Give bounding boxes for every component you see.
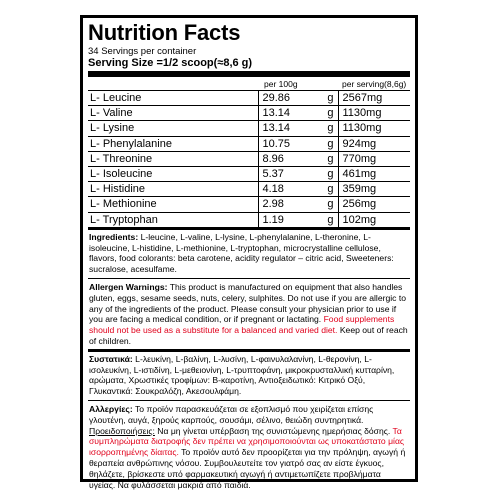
per-100g-value: 13.14 xyxy=(262,122,291,135)
per-serving-cell xyxy=(338,182,410,197)
nutrient-name: L- Threonine xyxy=(88,151,258,166)
per-serving-value: 770 xyxy=(342,152,361,165)
serving-size: Serving Size =1/2 scoop(≈8,6 g) xyxy=(88,57,253,69)
per-100g-value: 8.96 xyxy=(262,152,284,165)
per-serving-cell xyxy=(338,151,410,166)
divider xyxy=(88,278,410,279)
table-row xyxy=(88,197,410,212)
nutrient-name: L- Valine xyxy=(88,106,258,121)
per-100g-unit: g xyxy=(327,198,334,211)
nutrient-name: L- Isoleucine xyxy=(88,167,258,182)
servings-per-container: 34 Servings per container xyxy=(88,46,197,57)
allergen-red-warning: Food supplements should not be used as a substitute for a balanced and varied diet. xyxy=(89,314,395,336)
per-100g-value: 1.19 xyxy=(262,213,284,226)
nutrient-name: L- Leucine xyxy=(88,91,258,106)
per-serving-cell xyxy=(338,167,410,182)
table-row xyxy=(88,182,410,197)
per-serving-cell xyxy=(338,197,410,212)
per-100g-value: 13.14 xyxy=(262,107,291,120)
per-100g-cell xyxy=(258,106,338,121)
per-100g-unit: g xyxy=(327,183,334,196)
allergen-text: This product is manufactured on equipment that also handles gluten, eggs, sesame seeds, nuts, celery, sulphites. Do not use if you are allergic to any of the ingredients of the product. Please consult your physician prior to use if you are facing a medical condition, or if pregnant or lactating. xyxy=(89,282,407,325)
nutrition-facts-panel xyxy=(80,15,418,490)
per-100g-unit: g xyxy=(327,168,334,181)
per-serving-value: 1130 xyxy=(342,122,367,135)
per-serving-cell xyxy=(338,91,410,106)
header-per-100g: per 100g xyxy=(258,77,338,91)
per-serving-value: 924 xyxy=(342,137,361,150)
per-100g-unit: g xyxy=(327,213,334,226)
per-100g-cell xyxy=(258,136,338,151)
gr-ingredients-block xyxy=(88,352,410,399)
per-serving-value: 2567 xyxy=(342,92,367,104)
per-serving-unit: mg xyxy=(366,122,382,135)
panel-title: Nutrition Facts xyxy=(88,20,241,45)
per-100g-cell xyxy=(258,197,338,212)
per-serving-value: 1130 xyxy=(342,107,367,120)
per-serving-unit: mg xyxy=(366,92,383,104)
per-100g-unit: g xyxy=(327,122,334,135)
per-100g-unit: g xyxy=(327,137,334,150)
gr-allergen-text2: Να μη γίνεται υπέρβαση της συνιστώμενης ημερήσιας δόσης. xyxy=(154,425,393,436)
per-serving-unit: mg xyxy=(360,183,377,196)
per-100g-cell xyxy=(258,167,338,182)
per-100g-cell xyxy=(258,121,338,136)
divider-2 xyxy=(88,400,410,401)
per-serving-cell xyxy=(338,136,410,151)
nutrient-name: L- Histidine xyxy=(88,182,258,197)
gr-allergen-tail: Το προϊόν αυτό δεν προορίζεται για την πρόληψη, αγωγή ή θεραπεία ανθρώπινης νόσου. Συμβουλευτείτε τον γιατρό σας αν είστε έγκυος, θηλάζετε, βρίσκεστε υπό φαρμακευτική αγωγή ή αντιμετωπίζετε προβλήματα υγείας. Να φυλάσσεται μακριά από παιδιά. xyxy=(89,447,406,490)
header-name xyxy=(88,77,258,91)
per-100g-unit: g xyxy=(327,152,334,165)
per-100g-value: 4.18 xyxy=(262,183,284,196)
per-serving-unit: mg xyxy=(360,168,377,181)
per-serving-value: 359 xyxy=(342,183,361,196)
table-row xyxy=(88,151,410,166)
amino-acid-table xyxy=(88,77,410,227)
per-100g-value: 2.98 xyxy=(262,198,284,211)
per-serving-value: 102 xyxy=(342,213,361,226)
allergen-block xyxy=(88,280,410,349)
per-serving-unit: mg xyxy=(360,137,377,150)
per-100g-cell xyxy=(258,182,338,197)
table-row xyxy=(88,136,410,151)
ingredients-text: L-leucine, L-valine, L-lysine, L-phenylalanine, L-theronine, L-isoleucine, L-histidine, L-methionine, L-tryptophan, microcrystalline cellulose, flavors, food colorants: beta carotene, acidity regulator – citric acid, Sweeteners: sucralose, acesulfame. xyxy=(89,231,394,275)
per-serving-cell xyxy=(338,121,410,136)
per-100g-cell xyxy=(258,151,338,166)
allergen-label: Allergen Warnings: xyxy=(89,282,168,293)
nutrient-name: L- Lysine xyxy=(88,121,258,136)
gr-allergen-label: Αλλεργίες: xyxy=(89,403,133,414)
nutrient-name: L- Methionine xyxy=(88,197,258,212)
gr-ingredients-label: Συστατικά: xyxy=(89,353,133,364)
per-100g-cell xyxy=(258,91,338,106)
gr-ingredients-text: L-λευκίνη, L-βαλίνη, L-λυσίνη, L-φαινυλαλανίνη, L-θερονίνη, L-ισολευκίνη, L-ιστιδίνη, L-μεθειονίνη, L-τρυπτοφάνη, μικροκρυσταλλική κυτταρίνη, αρώματα, Χρωστικές τροφίμων: Β-καροτίνη, Αντιοξειδωτικό: Κιτρικό Οξύ, Γλυκαντικά: Σουκραλόζη, Ακεσουλφάμη. xyxy=(89,353,395,397)
header-per-serving: per serving(8,6g) xyxy=(338,77,410,91)
table-header-row xyxy=(88,77,410,91)
table-row xyxy=(88,167,410,182)
per-100g-unit: g xyxy=(327,92,334,104)
per-serving-value: 461 xyxy=(342,168,361,181)
nutrient-name: L- Tryptophan xyxy=(90,213,158,226)
per-serving-unit: mg xyxy=(360,198,377,211)
per-serving-unit: mg xyxy=(360,213,377,226)
allergen-tail: Keep out of reach of children. xyxy=(89,325,408,346)
ingredients-label: Ingredients: xyxy=(89,231,139,242)
per-serving-unit: mg xyxy=(360,152,377,165)
per-serving-cell xyxy=(338,212,410,227)
table-row xyxy=(88,91,410,106)
gr-allergen-block xyxy=(88,402,410,492)
gr-warnings-label: Προειδοποιήσεις: xyxy=(89,425,155,436)
per-100g-value: 29.86 xyxy=(262,92,291,104)
per-100g-value: 10.75 xyxy=(262,137,291,150)
per-serving-unit: mg xyxy=(366,107,382,120)
table-row xyxy=(88,121,410,136)
per-serving-value: 256 xyxy=(342,198,361,211)
per-serving-cell xyxy=(338,106,410,121)
table-row xyxy=(88,212,410,227)
gr-allergen-text1: Το προϊόν παρασκευάζεται σε εξοπλισμό που χειρίζεται επίσης γλουτένη, αυγά, ξηρούς καρπούς, σουσάμι, σέλινο, θειώδη συντηρητικά. xyxy=(89,403,374,425)
per-100g-value: 5.37 xyxy=(262,168,284,181)
nutrient-name: L- Phenylalanine xyxy=(88,136,258,151)
table-row xyxy=(88,106,410,121)
gr-red-warning: Τα συμπληρώματα διατροφής δεν πρέπει να χρησιμοποιούνται ως υποκατάστατο μίας ισορροπημένης δίαιτας. xyxy=(89,425,405,458)
per-100g-cell xyxy=(258,212,338,227)
ingredients-block xyxy=(88,230,410,277)
per-100g-unit: g xyxy=(327,107,334,120)
